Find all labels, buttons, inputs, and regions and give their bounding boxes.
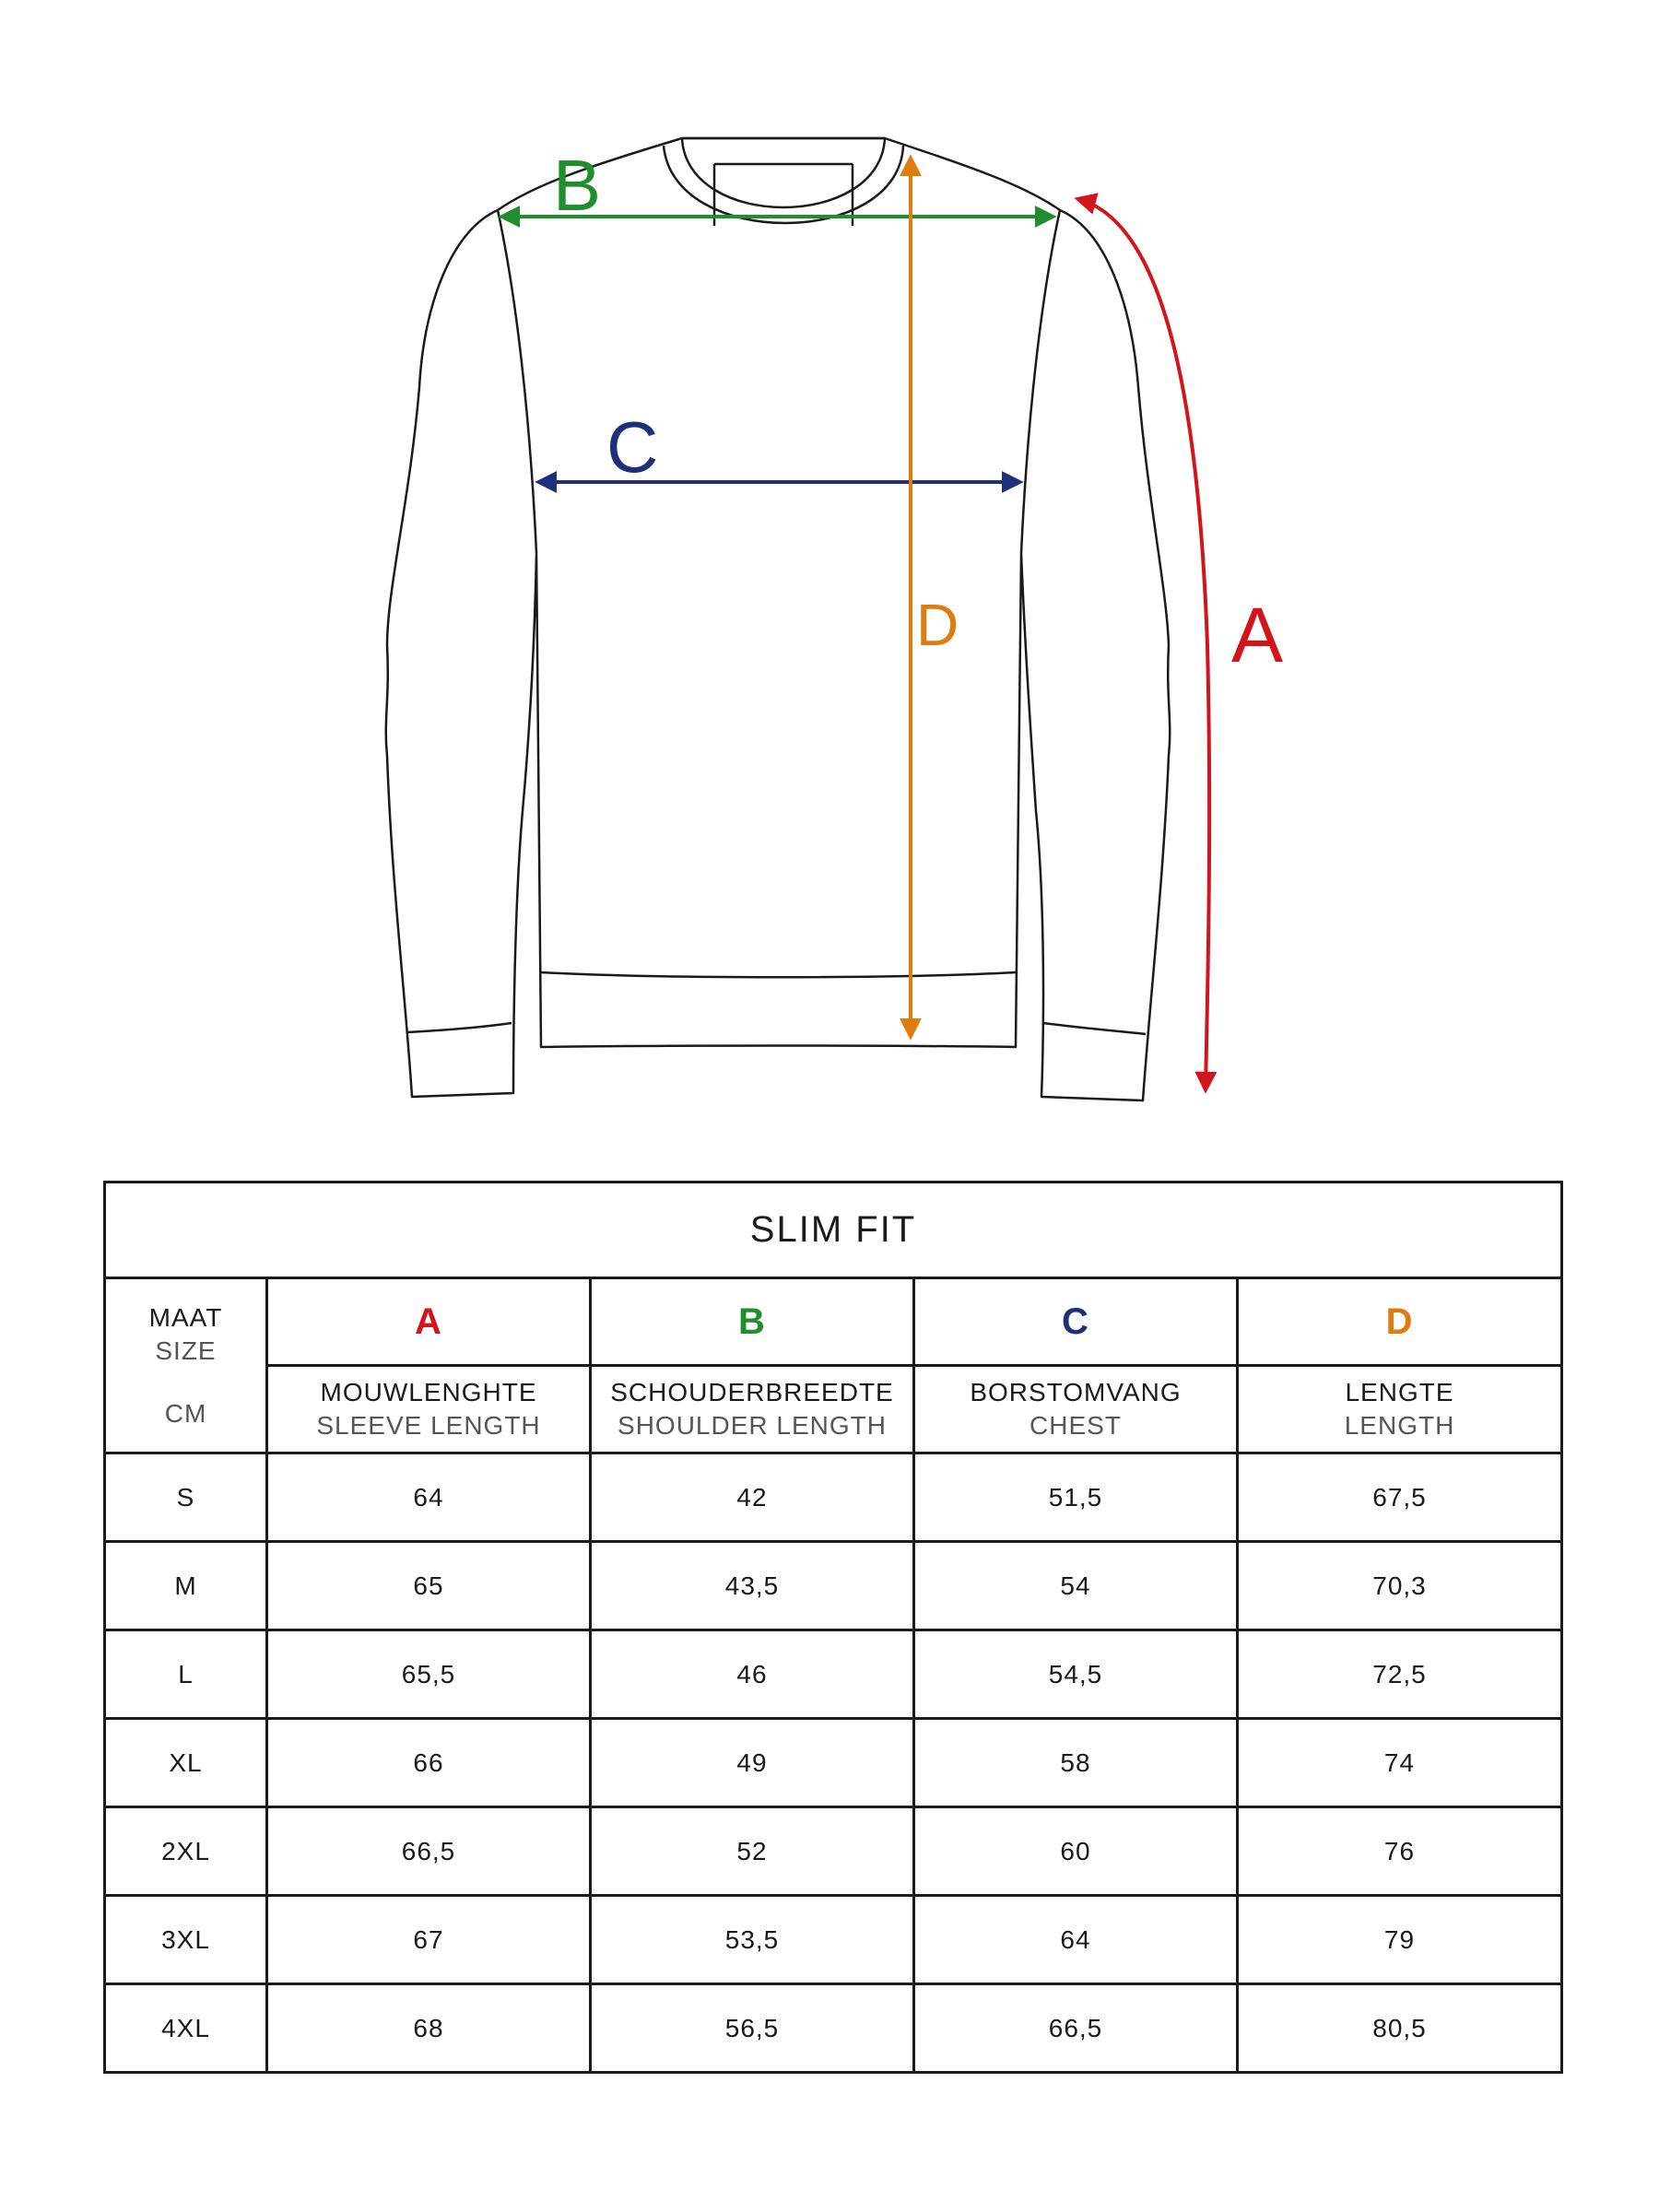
size-cell: S bbox=[105, 1453, 267, 1542]
sweater-outline bbox=[386, 138, 1171, 1100]
column-letter-a: A bbox=[267, 1278, 591, 1366]
value-cell: 58 bbox=[914, 1719, 1238, 1807]
value-cell: 65 bbox=[267, 1542, 591, 1630]
value-cell: 51,5 bbox=[914, 1453, 1238, 1542]
column-desc-c-nl: BORSTOMVANG bbox=[970, 1378, 1182, 1406]
column-letter-c: C bbox=[914, 1278, 1238, 1366]
column-desc-a-en: SLEEVE LENGTH bbox=[316, 1411, 541, 1440]
value-cell: 42 bbox=[591, 1453, 914, 1542]
value-cell: 46 bbox=[591, 1630, 914, 1719]
value-cell: 53,5 bbox=[591, 1896, 914, 1984]
sleeve-arrow bbox=[1078, 199, 1209, 1089]
size-chart-table bbox=[103, 1181, 1563, 2074]
value-cell: 74 bbox=[1238, 1719, 1562, 1807]
column-desc-c-en: CHEST bbox=[1030, 1411, 1122, 1440]
value-cell: 54 bbox=[914, 1542, 1238, 1630]
value-cell: 43,5 bbox=[591, 1542, 914, 1630]
size-cell: L bbox=[105, 1630, 267, 1719]
size-cell: XL bbox=[105, 1719, 267, 1807]
table-row bbox=[105, 1542, 1562, 1630]
table-title: SLIM FIT bbox=[105, 1182, 1562, 1278]
column-letter-b: B bbox=[591, 1278, 914, 1366]
value-cell: 49 bbox=[591, 1719, 914, 1807]
value-cell: 56,5 bbox=[591, 1984, 914, 2073]
value-cell: 66 bbox=[267, 1719, 591, 1807]
table-row bbox=[105, 1630, 1562, 1719]
value-cell: 72,5 bbox=[1238, 1630, 1562, 1719]
column-desc-d-en: LENGTH bbox=[1344, 1411, 1455, 1440]
value-cell: 70,3 bbox=[1238, 1542, 1562, 1630]
column-desc-a bbox=[267, 1366, 591, 1453]
value-cell: 76 bbox=[1238, 1807, 1562, 1896]
column-desc-d-nl: LENGTE bbox=[1345, 1378, 1454, 1406]
value-cell: 65,5 bbox=[267, 1630, 591, 1719]
table-row bbox=[105, 1807, 1562, 1896]
table-row bbox=[105, 1984, 1562, 2073]
value-cell: 52 bbox=[591, 1807, 914, 1896]
size-header-nl: MAAT bbox=[148, 1302, 223, 1332]
size-header-cell bbox=[105, 1278, 267, 1453]
table-row bbox=[105, 1453, 1562, 1542]
size-cell: 4XL bbox=[105, 1984, 267, 2073]
value-cell: 67 bbox=[267, 1896, 591, 1984]
value-cell: 79 bbox=[1238, 1896, 1562, 1984]
value-cell: 60 bbox=[914, 1807, 1238, 1896]
value-cell: 64 bbox=[267, 1453, 591, 1542]
value-cell: 54,5 bbox=[914, 1630, 1238, 1719]
value-cell: 64 bbox=[914, 1896, 1238, 1984]
table-row bbox=[105, 1719, 1562, 1807]
label-b: B bbox=[553, 145, 602, 226]
size-cell: 2XL bbox=[105, 1807, 267, 1896]
label-a: A bbox=[1231, 592, 1284, 678]
value-cell: 66,5 bbox=[914, 1984, 1238, 2073]
label-d: D bbox=[916, 592, 959, 658]
size-header-en: SIZE bbox=[155, 1335, 217, 1365]
value-cell: 80,5 bbox=[1238, 1984, 1562, 2073]
value-cell: 66,5 bbox=[267, 1807, 591, 1896]
size-header-unit: CM bbox=[164, 1398, 207, 1428]
size-cell: 3XL bbox=[105, 1896, 267, 1984]
size-cell: M bbox=[105, 1542, 267, 1630]
column-desc-b-nl: SCHOUDERBREEDTE bbox=[610, 1378, 894, 1406]
table-row bbox=[105, 1896, 1562, 1984]
column-desc-c bbox=[914, 1366, 1238, 1453]
column-letter-d: D bbox=[1238, 1278, 1562, 1366]
column-desc-a-nl: MOUWLENGHTE bbox=[320, 1378, 537, 1406]
column-desc-b-en: SHOULDER LENGTH bbox=[618, 1411, 887, 1440]
column-desc-b bbox=[591, 1366, 914, 1453]
label-c: C bbox=[606, 406, 659, 488]
value-cell: 67,5 bbox=[1238, 1453, 1562, 1542]
value-cell: 68 bbox=[267, 1984, 591, 2073]
column-desc-d bbox=[1238, 1366, 1562, 1453]
